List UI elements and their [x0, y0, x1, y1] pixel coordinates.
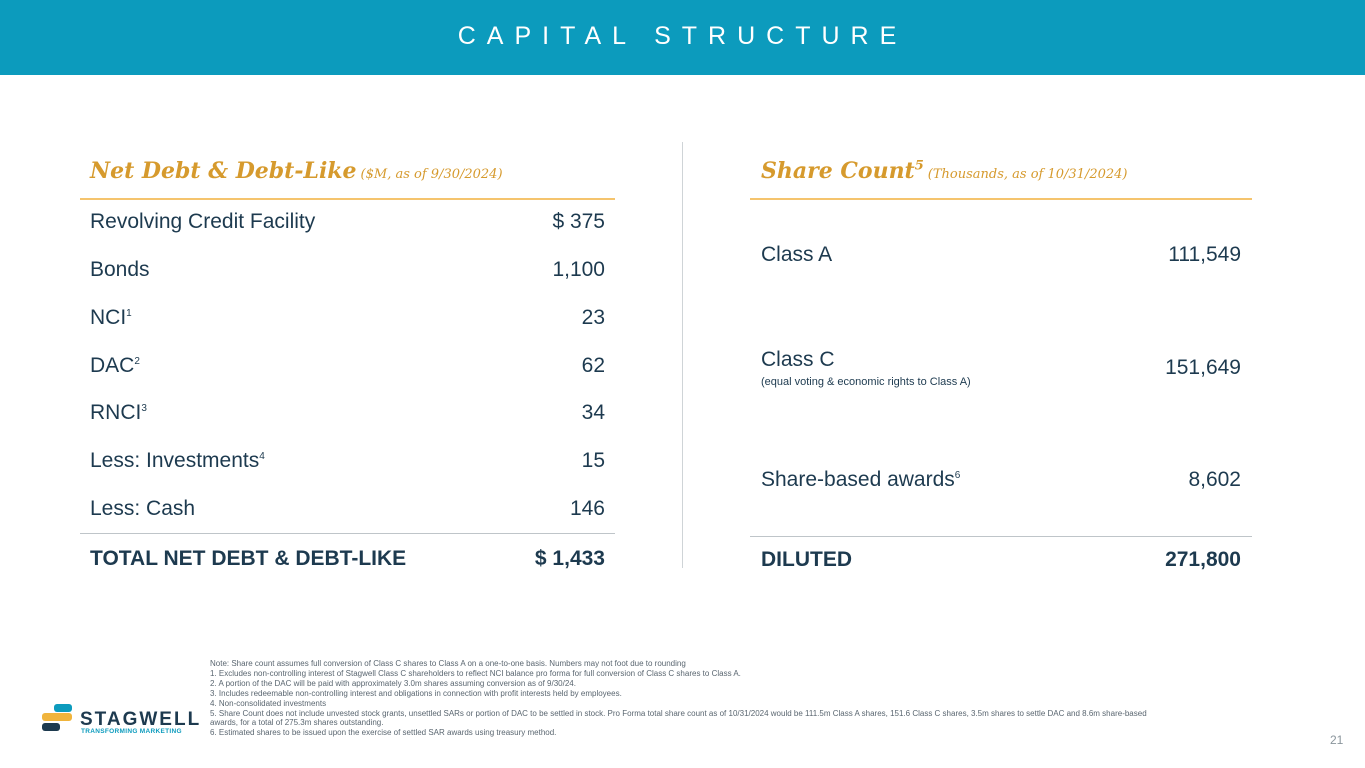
- net-debt-row-value: 15: [581, 449, 605, 472]
- net-debt-total-label: TOTAL NET DEBT & DEBT-LIKE: [90, 547, 407, 570]
- footnote-line: 6. Estimated shares to be issued upon the exercise of settled SAR awards using treasury method.: [210, 728, 557, 738]
- stagwell-logo-icon: [40, 703, 76, 737]
- share-count-title: Share Count: [761, 158, 915, 184]
- footnote-line: 1. Excludes non-controlling interest of Stagwell Class C shareholders to reflect NCI balance pro forma for full conversion of Class C shares to Class A.: [210, 668, 741, 678]
- net-debt-row-value: $ 375: [552, 210, 605, 233]
- footnote-line: 4. Non-consolidated investments: [210, 698, 327, 708]
- share-count-total-value: 271,800: [1165, 548, 1241, 571]
- share-count-row-label: Class A: [761, 243, 833, 266]
- footnote-line: 3. Includes redeemable non-controlling interest and obligations in connection with profit interests held by employees.: [210, 688, 622, 698]
- net-debt-header-rule: [80, 198, 615, 200]
- footnote-line: awards, for a total of 275.3m shares outstanding.: [210, 718, 384, 728]
- share-count-title-sup: 5: [914, 158, 924, 174]
- share-count-total-rule: [750, 536, 1252, 537]
- page-number: 21: [1330, 733, 1344, 747]
- net-debt-total-value: $ 1,433: [534, 547, 605, 570]
- share-count-subtitle: (Thousands, as of 10/31/2024): [927, 167, 1128, 182]
- share-count-row-label: Share-based awards$^6$: [761, 468, 961, 491]
- net-debt-row-value: 62: [581, 354, 605, 377]
- column-divider: [682, 142, 683, 568]
- share-count-row-value: 111,549: [1168, 243, 1241, 266]
- footnote-line: 5. Share Count does not include unvested stock grants, unsettled SARs or portion of DAC to be settled in stock. Pro Forma total share count as of 10/31/2024 would be 111.5m Class A shares, 151.6 Class C shares, 3.5m shares to settle DAC and 8.6m share-based: [210, 708, 1147, 718]
- net-debt-row-label: Revolving Credit Facility: [90, 210, 316, 233]
- net-debt-total-rule: [80, 533, 615, 534]
- footnote-line: 2. A portion of the DAC will be paid with approximately 3.0m shares assuming conversion as of 9/30/24.: [210, 678, 576, 688]
- footnote-line: Note: Share count assumes full conversion of Class C shares to Class A on a one-to-one basis. Numbers may not foot due to rounding: [210, 659, 686, 668]
- net-debt-row-value: 23: [581, 306, 605, 329]
- net-debt-subtitle: ($M, as of 9/30/2024): [360, 167, 503, 182]
- stagwell-logo: [40, 703, 200, 737]
- share-count-row-label: Class C: [761, 348, 835, 371]
- share-count-row-value: 151,649: [1165, 356, 1241, 379]
- share-count-section-title: [761, 158, 1127, 184]
- logo-tagline: TRANSFORMING MARKETING: [81, 728, 182, 735]
- net-debt-row-label: DAC$^2$: [90, 354, 140, 377]
- logo-wordmark: STAGWELL: [80, 709, 202, 730]
- net-debt-title: Net Debt & Debt-Like: [90, 158, 357, 184]
- share-count-header-rule: [750, 198, 1252, 200]
- net-debt-row-label: Bonds: [90, 258, 150, 281]
- header-bar: [0, 0, 1365, 75]
- net-debt-row-value: 34: [581, 401, 605, 424]
- footnotes: [210, 659, 1310, 738]
- net-debt-section-title: [90, 158, 503, 184]
- net-debt-row-label: RNCI$^3$: [90, 401, 147, 424]
- net-debt-row-label: NCI$^1$: [90, 306, 132, 329]
- net-debt-row-label: Less: Investments$^4$: [90, 449, 265, 472]
- net-debt-row-label: Less: Cash: [90, 497, 196, 520]
- share-count-row-value: 8,602: [1188, 468, 1241, 491]
- net-debt-row-value: 1,100: [552, 258, 605, 281]
- class-c-note: (equal voting & economic rights to Class A): [761, 376, 971, 388]
- net-debt-row-value: 146: [569, 497, 605, 520]
- page-title: CAPITAL STRUCTURE: [457, 22, 908, 50]
- share-count-total-label: DILUTED: [761, 548, 852, 571]
